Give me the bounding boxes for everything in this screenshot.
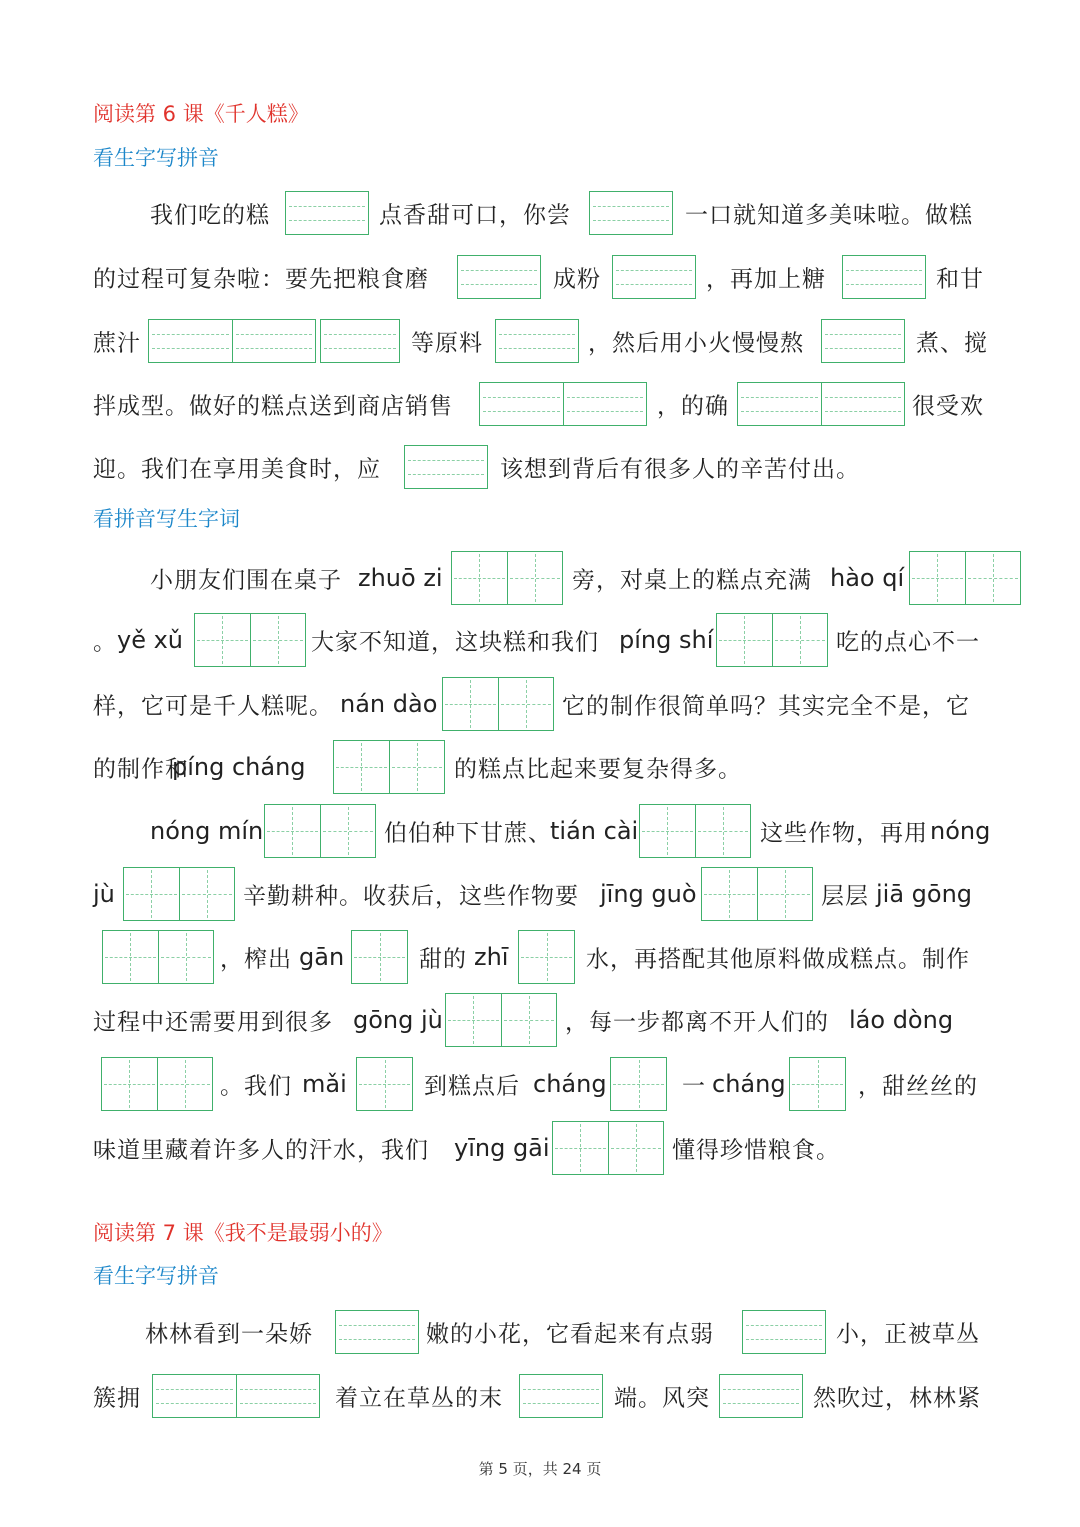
character-answer-grid[interactable] [445,993,557,1047]
passage-text: 水，再搭配其他原料做成糕点。制作 [586,946,970,973]
pinyin-prompt: tián cài [550,817,639,845]
passage-text: 和甘 [936,266,984,293]
passage-text: 等原料 [411,330,483,357]
character-answer-grid[interactable] [552,1121,664,1175]
passage-text: ，然后用小火慢慢熬 [588,330,804,357]
passage-text: 小，正被草丛 [836,1321,980,1348]
lesson-title: 阅读第 6 课《千人糕》 [93,102,309,126]
passage-text: 林林看到一朵娇 [145,1321,313,1348]
pinyin-prompt: píng shí [619,626,714,654]
passage-text: 该想到背后有很多人的辛苦付出。 [500,456,860,483]
pinyin-prompt: jù [93,880,115,908]
pinyin-prompt: mǎi [302,1070,347,1098]
passage-text: 的制作和 [93,756,189,783]
pinyin-answer-box[interactable] [589,191,673,235]
passage-text: 一口就知道多美味啦。做糕 [685,202,973,229]
pinyin-prompt: píng cháng [172,753,306,781]
pinyin-prompt: láo dòng [849,1006,954,1034]
character-answer-grid[interactable] [101,1057,213,1111]
pinyin-prompt: zhuō zi [358,564,443,592]
character-answer-grid[interactable] [351,930,408,984]
passage-text: 样，它可是千人糕呢。 [93,693,333,720]
passage-text: 我们吃的糕 [150,202,270,229]
pinyin-answer-box[interactable] [148,319,316,363]
pinyin-prompt: hào qí [830,564,905,592]
character-answer-grid[interactable] [356,1057,413,1111]
lesson-title: 阅读第 7 课《我不是最弱小的》 [93,1221,393,1245]
page-footer: 第 5 页，共 24 页 [478,1460,602,1478]
passage-text: ，每一步都离不开人们的 [565,1009,829,1036]
section-heading-characters: 看拼音写生字词 [93,507,240,531]
passage-text: 一 [682,1073,706,1100]
character-answer-grid[interactable] [610,1057,667,1111]
pinyin-answer-box[interactable] [719,1374,803,1418]
character-answer-grid[interactable] [194,613,306,667]
passage-text: ，的确 [657,393,729,420]
character-answer-grid[interactable] [716,613,828,667]
character-answer-grid[interactable] [639,804,751,858]
passage-text: 成粉 [553,266,601,293]
pinyin-answer-box[interactable] [457,255,541,299]
pinyin-answer-box[interactable] [335,1310,419,1354]
pinyin-prompt: jīng guò [600,880,697,908]
passage-text: 伯伯种下甘蔗、 [384,820,552,847]
character-answer-grid[interactable] [789,1057,846,1111]
passage-text: 簇拥 [93,1385,141,1412]
pinyin-prompt: nóng [930,817,991,845]
section-heading-pinyin: 看生字写拼音 [93,146,219,170]
passage-text: 。 [93,629,117,656]
pinyin-prompt: cháng [712,1070,786,1098]
passage-text: 到糕点后 [424,1073,520,1100]
passage-text: 吃的点心不一 [836,629,980,656]
passage-text: 懂得珍惜粮食。 [672,1137,840,1164]
passage-text: 端。风突 [614,1385,710,1412]
passage-text: 然吹过，林林紧 [813,1385,981,1412]
pinyin-answer-box[interactable] [821,319,905,363]
passage-text: 的过程可复杂啦：要先把粮食磨 [93,266,429,293]
passage-text: ，榨出 [220,946,292,973]
passage-text: 。我们 [220,1073,292,1100]
pinyin-answer-box[interactable] [842,255,926,299]
character-answer-grid[interactable] [102,930,214,984]
pinyin-answer-box[interactable] [737,382,905,426]
passage-text: 大家不知道，这块糕和我们 [311,629,599,656]
passage-text: 的糕点比起来要复杂得多。 [454,756,742,783]
passage-text: 点香甜可口，你尝 [379,202,571,229]
character-answer-grid[interactable] [518,930,575,984]
passage-text: 嫩的小花，它看起来有点弱 [426,1321,714,1348]
passage-text: 这些作物，再用 [760,820,928,847]
section-heading-pinyin: 看生字写拼音 [93,1264,219,1288]
pinyin-prompt: yīng gāi [454,1134,550,1162]
passage-text: 层层 [821,883,869,910]
character-answer-grid[interactable] [701,867,813,921]
character-answer-grid[interactable] [123,867,235,921]
passage-text: 旁，对桌上的糕点充满 [572,567,812,594]
pinyin-prompt: jiā gōng [876,880,973,908]
passage-text: 甜的 [419,946,467,973]
pinyin-answer-box[interactable] [404,445,488,489]
passage-text: 过程中还需要用到很多 [93,1009,333,1036]
pinyin-prompt: nán dào [340,690,438,718]
character-answer-grid[interactable] [909,551,1021,605]
passage-text: 味道里藏着许多人的汗水，我们 [93,1137,429,1164]
character-answer-grid[interactable] [264,804,376,858]
character-answer-grid[interactable] [442,677,554,731]
pinyin-prompt: gān [299,943,345,971]
pinyin-answer-box[interactable] [320,319,400,363]
pinyin-answer-box[interactable] [285,191,369,235]
pinyin-prompt: cháng [533,1070,607,1098]
passage-text: 很受欢 [912,393,984,420]
passage-text: 着立在草丛的末 [335,1385,503,1412]
pinyin-answer-box[interactable] [519,1374,603,1418]
character-answer-grid[interactable] [451,551,563,605]
passage-text: 辛勤耕种。收获后，这些作物要 [243,883,579,910]
passage-text: ，再加上糖 [706,266,826,293]
passage-text: 蔗汁 [93,330,141,357]
passage-text: 它的制作很简单吗？其实完全不是，它 [562,693,970,720]
pinyin-prompt: yě xǔ [117,626,184,654]
passage-text: ，甜丝丝的 [858,1073,978,1100]
passage-text: 迎。我们在享用美食时，应 [93,456,381,483]
pinyin-answer-box[interactable] [152,1374,320,1418]
pinyin-answer-box[interactable] [479,382,647,426]
pinyin-prompt: zhī [474,943,509,971]
passage-text: 拌成型。做好的糕点送到商店销售 [93,393,453,420]
passage-text: 煮、搅 [916,330,988,357]
character-answer-grid[interactable] [333,740,445,794]
pinyin-prompt: nóng mín [150,817,264,845]
passage-text: 小朋友们围在桌子 [150,567,342,594]
pinyin-answer-box[interactable] [612,255,696,299]
pinyin-prompt: gōng jù [353,1006,443,1034]
pinyin-answer-box[interactable] [495,319,579,363]
pinyin-answer-box[interactable] [742,1310,826,1354]
